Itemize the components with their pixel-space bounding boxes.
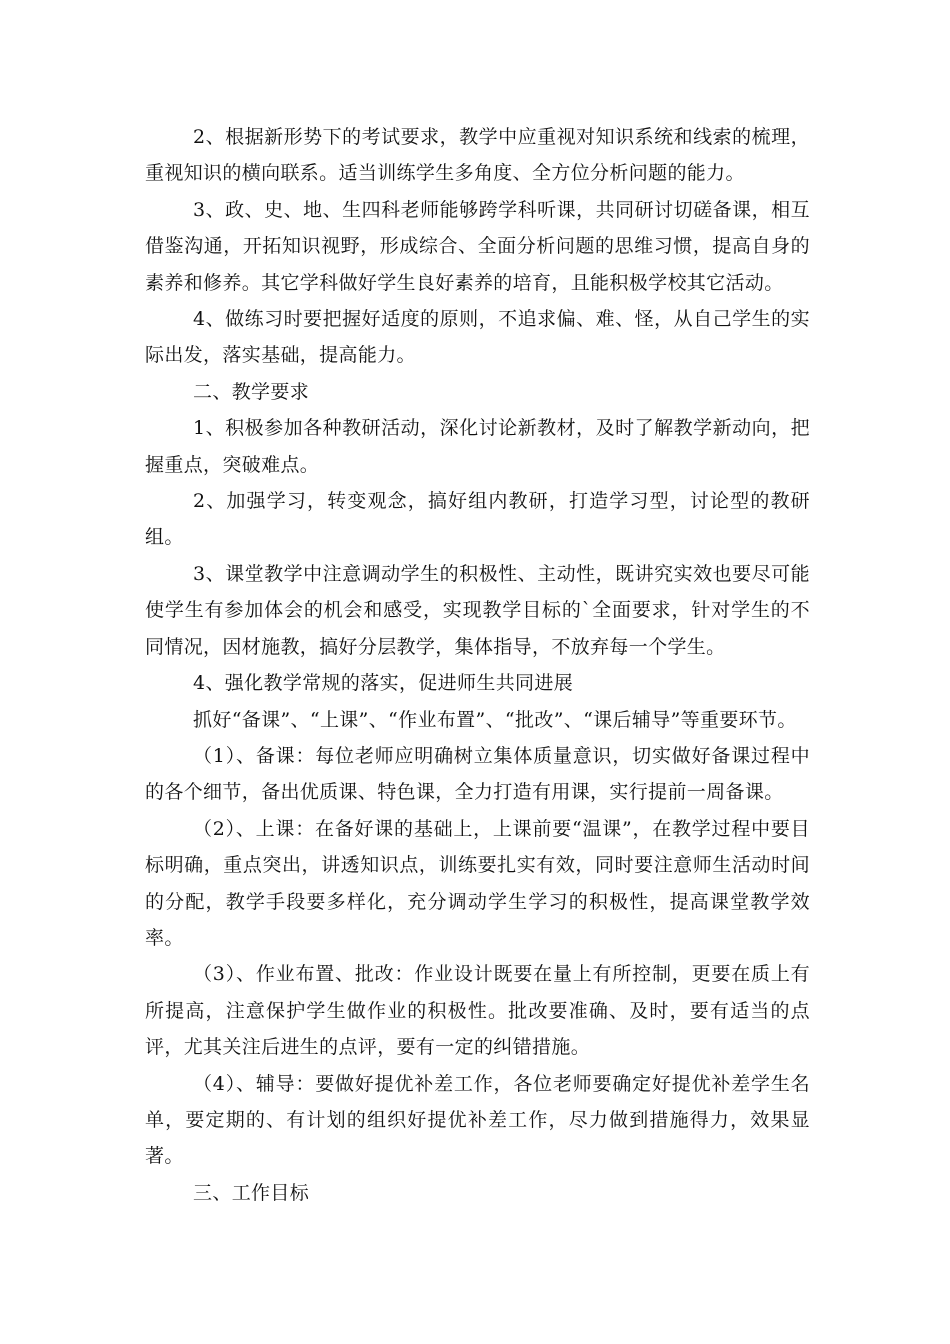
paragraph: 4、强化教学常规的落实，促进师生共同进展 xyxy=(193,672,574,695)
paragraph: 抓好“备课”、“上课”、“作业布置”、“批改”、“课后辅导”等重要环节。 xyxy=(193,708,797,731)
paragraph: 3、课堂教学中注意调动学生的积极性、主动性，既讲究实效也要尽可能使学生有参加体会的机会和感受，实现教学目标的`全面要求，针对学生的不同情况，因材施教，搞好分层教学，集体指导，不放弃每一个学生。 xyxy=(145,562,810,658)
paragraph: 4、做练习时要把握好适度的原则，不追求偏、难、怪，从自己学生的实际出发，落实基础，提高能力。 xyxy=(145,308,810,367)
section-heading: 三、工作目标 xyxy=(193,1181,310,1204)
paragraph: 2、根据新形势下的考试要求，教学中应重视对知识系统和线索的梳理，重视知识的横向联系。适当训练学生多角度、全方位分析问题的能力。 xyxy=(145,126,810,185)
paragraph: （3）、作业布置、批改：作业设计既要在量上有所控制，更要在质上有所提高，注意保护学生做作业的积极性。批改要准确、及时，要有适当的点评，尤其关注后进生的点评，要有一定的纠错措施。 xyxy=(145,963,810,1059)
paragraph: （2）、上课：在备好课的基础上，上课前要“温课”，在教学过程中要目标明确，重点突出，讲透知识点，训练要扎实有效，同时要注意师生活动时间的分配，教学手段要多样化，充分调动学生学习的积极性，提高课堂教学效率。 xyxy=(145,817,810,949)
paragraph: （4）、辅导：要做好提优补差工作，各位老师要确定好提优补差学生名单，要定期的、有计划的组织好提优补差工作，尽力做到措施得力，效果显著。 xyxy=(145,1072,810,1168)
section-heading: 二、教学要求 xyxy=(193,380,310,403)
paragraph: （1）、备课：每位老师应明确树立集体质量意识，切实做好备课过程中的各个细节，备出优质课、特色课，全力打造有用课，实行提前一周备课。 xyxy=(145,744,810,804)
paragraph: 3、政、史、地、生四科老师能够跨学科听课，共同研讨切磋备课，相互借鉴沟通，开拓知识视野，形成综合、全面分析问题的思维习惯，提高自身的素养和修养。其它学科做好学生良好素养的培育，且能积极学校其它活动。 xyxy=(145,198,810,294)
body-text xyxy=(145,119,810,1211)
paragraph: 1、积极参加各种教研活动，深化讨论新教材，及时了解教学新动向，把握重点，突破难点。 xyxy=(145,417,810,476)
paragraph: 2、加强学习，转变观念，搞好组内教研，打造学习型，讨论型的教研组。 xyxy=(145,490,810,549)
